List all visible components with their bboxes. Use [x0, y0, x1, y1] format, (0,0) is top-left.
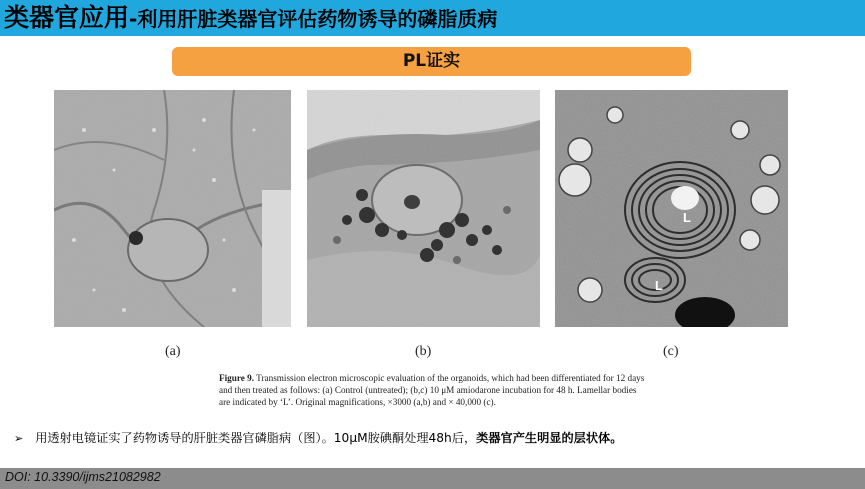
figure-caption — [219, 372, 649, 409]
micrograph-panel-c — [555, 90, 788, 327]
section-badge: PL证实 — [172, 47, 691, 76]
panel-label-c: (c) — [663, 344, 679, 359]
figure-caption-text: Transmission electron microscopic evaluation of the organoids, which had been differentiated for 12 days and then treated as follows: (a) Control (untreated); (b,c) 10 μM amiodarone incubation for 48 h. Lamellar bodies are indicated by ‘L’. Original magnifications, ×3000 (a,b) and × 40,000 (c). — [219, 373, 645, 408]
slide-title-rest: -利用肝脏类器官评估药物诱导的磷脂质病 — [129, 7, 498, 31]
micrograph-panel-b — [307, 90, 540, 327]
slide-title-main: 类器官应用 — [4, 3, 130, 32]
doi-text: DOI: 10.3390/ijms21082982 — [5, 470, 161, 484]
bullet-point — [14, 429, 622, 446]
panel-label-b: (b) — [415, 344, 432, 359]
micrograph-panel-a — [54, 90, 291, 327]
footer-bar — [0, 468, 865, 489]
title-bar — [0, 0, 865, 36]
figure-caption-label: Figure 9. — [219, 373, 255, 383]
panel-label-a: (a) — [165, 344, 181, 359]
lamellar-body-label: L — [655, 278, 663, 293]
arrow-bullet-icon: ➢ — [14, 432, 24, 445]
bullet-emphasis: 类器官产生明显的层状体。 — [476, 431, 623, 445]
bullet-text: 用透射电镜证实了药物诱导的肝脏类器官磷脂病（图）。10μM胺碘酮处理48h后， — [35, 431, 477, 445]
lamellar-body-label: L — [683, 210, 691, 225]
slide-title — [4, 3, 497, 36]
